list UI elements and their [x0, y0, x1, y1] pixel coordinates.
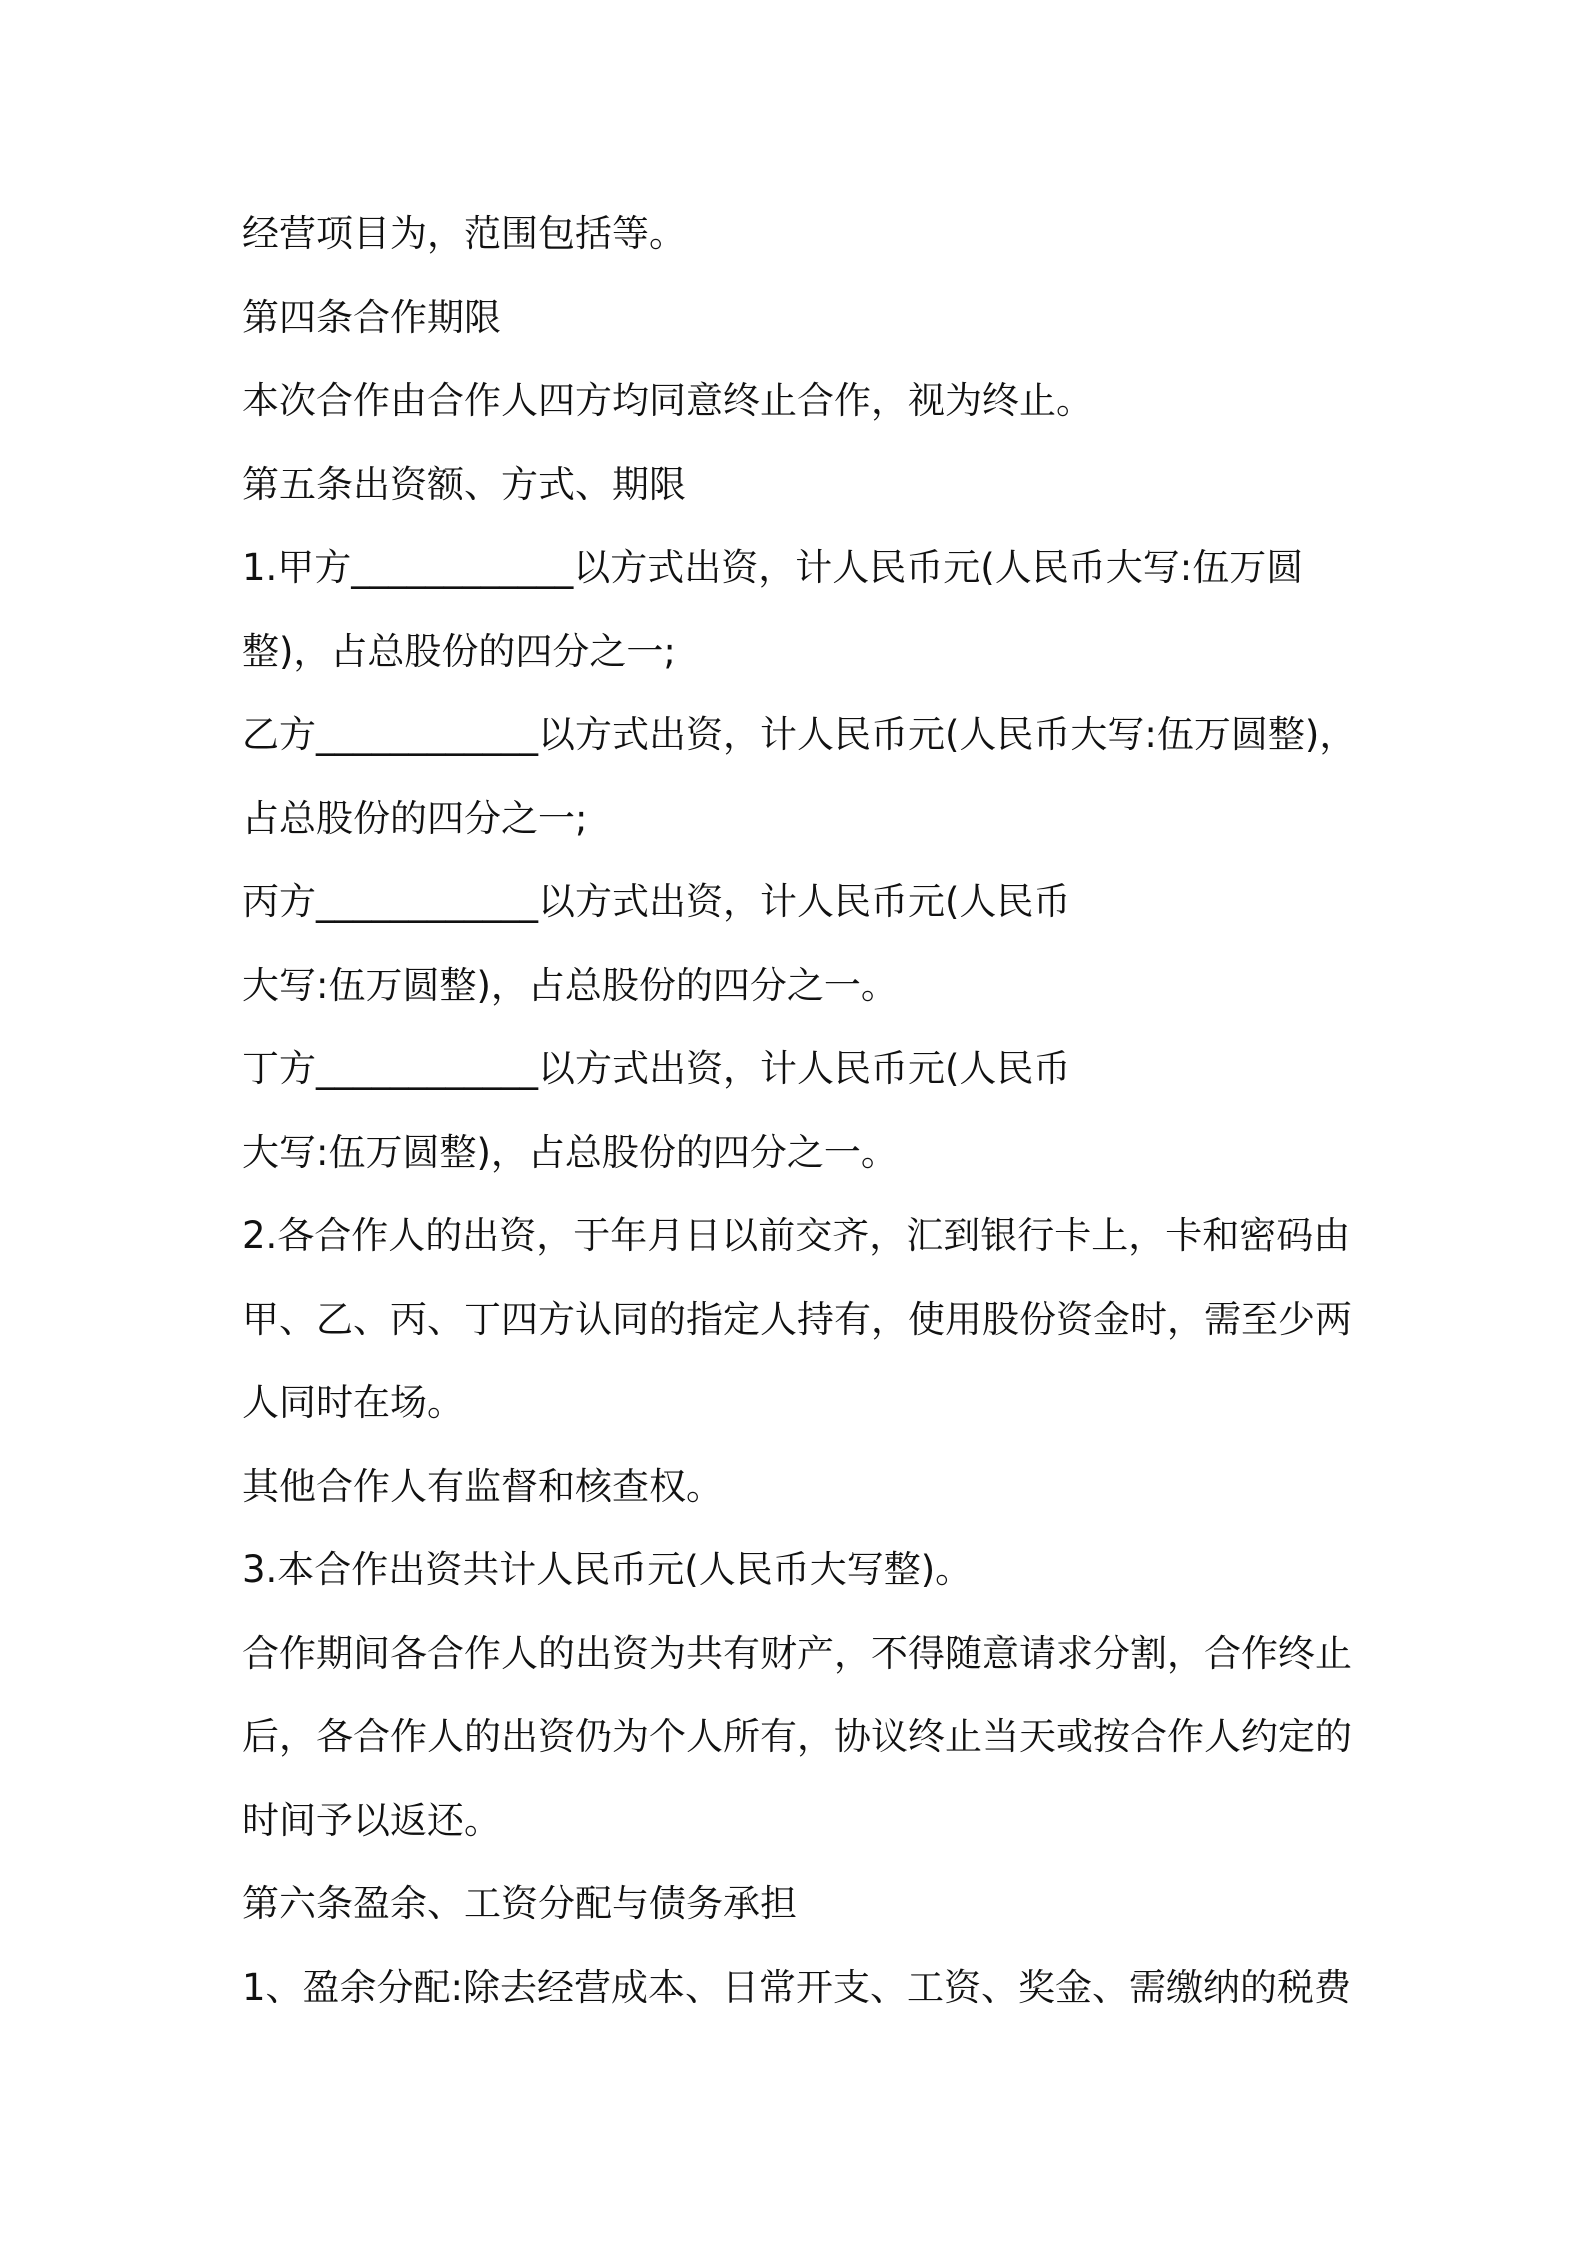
document-body	[242, 192, 1372, 2029]
text-line: 丁方____________以方式出资，计人民币元(人民币	[242, 1047, 1071, 1090]
text-line: 占总股份的四分之一;	[242, 796, 588, 840]
text-line: 时间予以返还。	[242, 1798, 501, 1842]
section-heading: 第六条盈余、工资分配与债务承担	[242, 1882, 797, 1925]
text-line: 大写:伍万圆整)，占总股份的四分之一。	[242, 963, 898, 1007]
text-line: 甲、乙、丙、丁四方认同的指定人持有，使用股份资金时，需至少两	[242, 1297, 1352, 1341]
text-line: 整)，占总股份的四分之一;	[242, 629, 676, 673]
text-line: 2.各合作人的出资，于年月日以前交齐，汇到银行卡上，卡和密码由	[242, 1214, 1351, 1257]
text-line: 乙方____________以方式出资，计人民币元(人民币大写:伍万圆整)，	[242, 713, 1357, 756]
text-line: 大写:伍万圆整)，占总股份的四分之一。	[242, 1130, 898, 1174]
text-line: 人同时在场。	[242, 1381, 464, 1424]
text-line: 丙方____________以方式出资，计人民币元(人民币	[242, 880, 1071, 923]
text-line: 合作期间各合作人的出资为共有财产，不得随意请求分割，合作终止	[242, 1631, 1352, 1675]
text-line: 1.甲方____________以方式出资，计人民币元(人民币大写:伍万圆	[242, 546, 1304, 589]
text-line: 其他合作人有监督和核查权。	[242, 1464, 723, 1508]
text-line: 3.本合作出资共计人民币元(人民币大写整)。	[242, 1548, 973, 1591]
text-line: 后，各合作人的出资仍为个人所有，协议终止当天或按合作人约定的	[242, 1715, 1352, 1758]
section-heading: 第五条出资额、方式、期限	[242, 462, 686, 506]
section-heading: 第四条合作期限	[242, 295, 501, 339]
text-line: 本次合作由合作人四方均同意终止合作，视为终止。	[242, 379, 1093, 422]
text-line: 1、盈余分配:除去经营成本、日常开支、工资、奖金、需缴纳的税费	[242, 1965, 1352, 2009]
text-line: 经营项目为，范围包括等。	[242, 212, 686, 255]
